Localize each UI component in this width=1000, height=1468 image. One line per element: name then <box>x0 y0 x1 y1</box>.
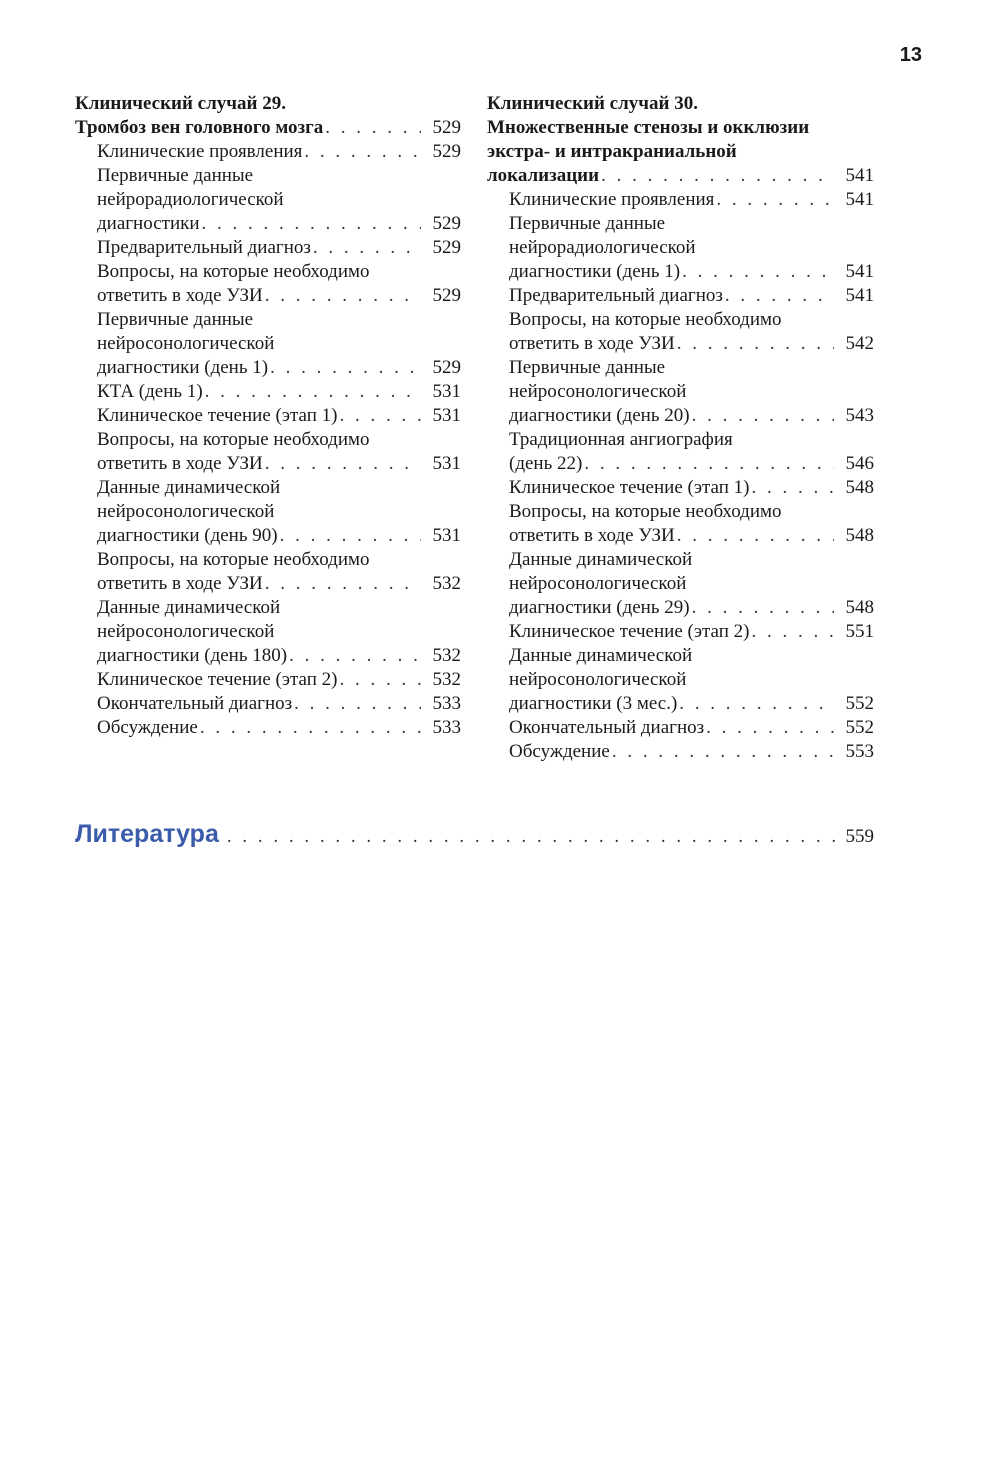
toc-entry-title: Клиническое течение (этап 2) <box>509 621 750 642</box>
toc-entry-line: Вопросы, на которые необходимо <box>97 429 370 450</box>
toc-entry[interactable] <box>487 476 874 500</box>
toc-entry[interactable] <box>487 188 874 212</box>
toc-entry-title: Обсуждение <box>509 741 610 762</box>
toc-entry[interactable] <box>487 740 874 764</box>
toc-entry-title: КТА (день 1) <box>97 381 203 402</box>
dot-leader <box>202 212 421 236</box>
toc-entry-title: диагностики (3 мес.) <box>509 693 678 714</box>
toc-entry[interactable] <box>75 140 461 164</box>
toc-entry[interactable] <box>487 500 874 548</box>
toc-entry-title: ответить в ходе УЗИ <box>97 285 263 306</box>
toc-entry[interactable] <box>75 476 461 548</box>
case-30-title-line-1: Множественные стенозы и окклюзии <box>487 117 810 138</box>
toc-entry[interactable] <box>487 716 874 740</box>
toc-entry[interactable] <box>487 356 874 428</box>
toc-entry-title: ответить в ходе УЗИ <box>509 333 675 354</box>
dot-leader <box>682 260 834 284</box>
toc-entry-title: диагностики (день 90) <box>97 525 278 546</box>
toc-entry-title: ответить в ходе УЗИ <box>97 453 263 474</box>
dot-leader <box>304 140 421 164</box>
toc-entry[interactable] <box>487 212 874 284</box>
toc-entry[interactable] <box>487 548 874 620</box>
toc-entry-title: Окончательный диагноз <box>97 693 293 714</box>
toc-entry-line: нейрорадиологической <box>509 237 696 258</box>
toc-entry-page: 541 <box>845 261 874 282</box>
toc-entry-title: Окончательный диагноз <box>509 717 705 738</box>
case-29-label: Клинический случай 29. <box>75 93 286 114</box>
toc-entry-line: нейросонологической <box>509 381 687 402</box>
toc-entry-page: 529 <box>432 357 461 378</box>
toc-entry-line: Вопросы, на которые необходимо <box>97 549 370 570</box>
toc-entry-title: диагностики (день 1) <box>97 357 269 378</box>
toc-entry-page: 553 <box>845 741 874 762</box>
toc-entry-line: Вопросы, на которые необходимо <box>97 261 370 282</box>
dot-leader <box>751 476 834 500</box>
literature-title: Литература <box>75 820 219 848</box>
literature-page: 559 <box>845 826 874 847</box>
toc-entry[interactable] <box>75 596 461 668</box>
case-30-page: 541 <box>845 165 874 186</box>
dot-leader <box>751 620 834 644</box>
toc-entry-page: 548 <box>845 597 874 618</box>
toc-entry-line: Данные динамической <box>509 645 693 666</box>
toc-entry-line: Вопросы, на которые необходимо <box>509 501 782 522</box>
toc-entry-page: 533 <box>432 717 461 738</box>
toc-entry-page: 548 <box>845 477 874 498</box>
toc-entry-page: 543 <box>845 405 874 426</box>
toc-entry-page: 531 <box>432 525 461 546</box>
toc-entry-title: диагностики (день 20) <box>509 405 690 426</box>
toc-entry-title: Клинические проявления <box>509 189 715 210</box>
toc-entry-page: 529 <box>432 141 461 162</box>
dot-leader <box>612 740 834 764</box>
toc-entry[interactable] <box>487 428 874 476</box>
dot-leader <box>339 404 421 428</box>
toc-entry-line: Данные динамической <box>97 477 281 498</box>
toc-entry-title: ответить в ходе УЗИ <box>509 525 675 546</box>
toc-entry-title: Обсуждение <box>97 717 198 738</box>
toc-entry-page: 533 <box>432 693 461 714</box>
toc-entry-page: 531 <box>432 453 461 474</box>
toc-entry[interactable] <box>75 164 461 236</box>
toc-entry-page: 529 <box>432 237 461 258</box>
toc-entry[interactable] <box>75 236 461 260</box>
toc-entry-title: (день 22) <box>509 453 583 474</box>
toc-entry-line: Первичные данные <box>509 213 666 234</box>
dot-leader <box>706 716 834 740</box>
toc-entry-line: нейрорадиологической <box>97 189 284 210</box>
toc-entry-title: Предварительный диагноз <box>97 237 311 258</box>
case-30-entries <box>487 188 874 764</box>
toc-entry-title: диагностики (день 180) <box>97 645 288 666</box>
toc-entry[interactable] <box>487 644 874 716</box>
dot-leader <box>339 668 421 692</box>
toc-entry-line: нейросонологической <box>97 501 275 522</box>
toc-entry-line: нейросонологической <box>509 669 687 690</box>
toc-entry[interactable] <box>487 284 874 308</box>
toc-entry-title: Клиническое течение (этап 1) <box>97 405 338 426</box>
toc-entry-title: диагностики <box>97 213 200 234</box>
case-29-title: Тромбоз вен головного мозга <box>75 117 324 138</box>
dot-leader <box>313 236 421 260</box>
toc-entry-line: Данные динамической <box>509 549 693 570</box>
toc-entry-title: Клиническое течение (этап 2) <box>97 669 338 690</box>
page-number: 13 <box>899 44 922 66</box>
toc-entry-title: Клинические проявления <box>97 141 303 162</box>
toc-entry-line: Вопросы, на которые необходимо <box>509 309 782 330</box>
dot-leader <box>265 452 421 476</box>
dot-leader <box>227 826 838 848</box>
toc-entry-line: Первичные данные <box>97 165 254 186</box>
toc-entry-page: 531 <box>432 405 461 426</box>
dot-leader <box>679 692 834 716</box>
case-29-title-entry[interactable] <box>75 116 461 140</box>
case-30-label: Клинический случай 30. <box>487 93 698 114</box>
toc-entry[interactable] <box>75 548 461 596</box>
toc-entry[interactable] <box>75 692 461 716</box>
toc-entry-title: Предварительный диагноз <box>509 285 723 306</box>
dot-leader <box>205 380 421 404</box>
dot-leader <box>265 572 421 596</box>
toc-entry-page: 529 <box>432 213 461 234</box>
toc-column-left <box>75 92 461 740</box>
dot-leader <box>325 116 421 140</box>
toc-entry[interactable] <box>487 308 874 356</box>
dot-leader <box>677 332 834 356</box>
toc-entry-page: 542 <box>845 333 874 354</box>
toc-entry-line: Первичные данные <box>97 309 254 330</box>
toc-entry-title: диагностики (день 29) <box>509 597 690 618</box>
toc-entry-page: 552 <box>845 693 874 714</box>
case-30-title-entry[interactable] <box>487 116 874 188</box>
toc-entry[interactable] <box>75 668 461 692</box>
dot-leader <box>584 452 834 476</box>
case-30-title-line-3: локализации <box>487 165 600 186</box>
dot-leader <box>289 644 421 668</box>
toc-entry[interactable] <box>75 308 461 380</box>
dot-leader <box>692 596 834 620</box>
toc-entry-line: нейросонологической <box>97 333 275 354</box>
toc-entry-page: 529 <box>432 285 461 306</box>
toc-entry[interactable] <box>75 380 461 404</box>
toc-entry-page: 541 <box>845 285 874 306</box>
toc-entry-line: Традиционная ангиография <box>509 429 733 450</box>
toc-entry-page: 552 <box>845 717 874 738</box>
toc-entry[interactable] <box>75 716 461 740</box>
toc-entry-title: диагностики (день 1) <box>509 261 681 282</box>
dot-leader <box>601 164 834 188</box>
toc-entry[interactable] <box>75 428 461 476</box>
toc-entry-page: 551 <box>845 621 874 642</box>
case-30-title-line-2: экстра- и интракраниальной <box>487 141 737 162</box>
toc-entry-page: 532 <box>432 645 461 666</box>
dot-leader <box>200 716 421 740</box>
dot-leader <box>265 284 421 308</box>
toc-entry[interactable] <box>75 260 461 308</box>
dot-leader <box>677 524 834 548</box>
toc-entry-line: нейросонологической <box>97 621 275 642</box>
toc-entry-page: 531 <box>432 381 461 402</box>
dot-leader <box>294 692 421 716</box>
toc-entry-page: 532 <box>432 669 461 690</box>
toc-entry-line: нейросонологической <box>509 573 687 594</box>
dot-leader <box>280 524 421 548</box>
toc-entry-page: 548 <box>845 525 874 546</box>
toc-entry[interactable] <box>75 404 461 428</box>
toc-entry[interactable] <box>487 620 874 644</box>
toc-entry-page: 546 <box>845 453 874 474</box>
case-29-page: 529 <box>432 117 461 138</box>
toc-entry-line: Первичные данные <box>509 357 666 378</box>
case-29-entries <box>75 140 461 740</box>
toc-entry-page: 532 <box>432 573 461 594</box>
dot-leader <box>692 404 834 428</box>
literature-entry[interactable] <box>75 820 874 849</box>
dot-leader <box>716 188 834 212</box>
toc-entry-line: Данные динамической <box>97 597 281 618</box>
toc-entry-page: 541 <box>845 189 874 210</box>
dot-leader <box>725 284 834 308</box>
toc-column-right <box>487 92 874 764</box>
toc-entry-title: ответить в ходе УЗИ <box>97 573 263 594</box>
toc-entry-title: Клиническое течение (этап 1) <box>509 477 750 498</box>
dot-leader <box>270 356 421 380</box>
